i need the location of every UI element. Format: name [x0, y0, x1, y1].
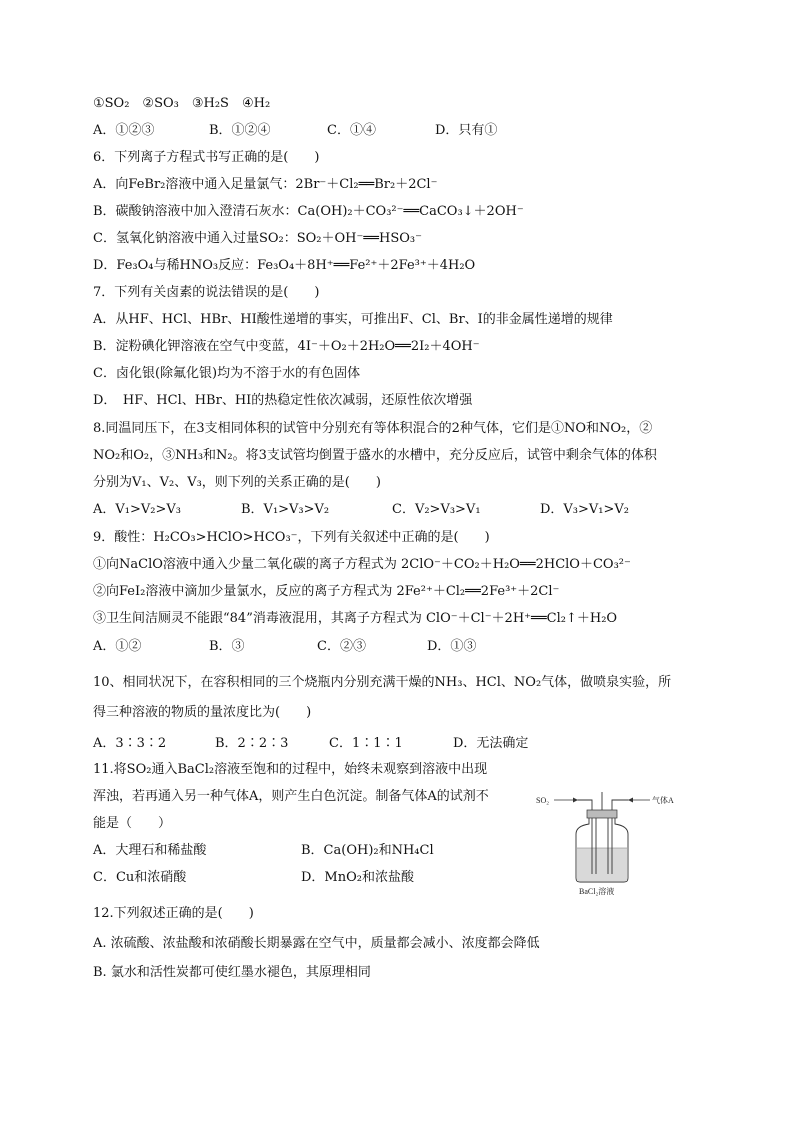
- q12-option-a: A. 浓硫酸、浓盐酸和浓硝酸长期暴露在空气中，质量都会减小、浓度都会降低: [93, 936, 540, 951]
- option-b: B．2∶2∶3: [215, 736, 289, 751]
- options-q11-row-2: [93, 869, 414, 887]
- option-d: D．MnO₂和浓盐酸: [301, 870, 414, 885]
- question-8-line-1: 8.同温同压下，在3支相同体积的试管中分别充有等体积混合的2种气体，它们是①NO和NO₂，②: [93, 421, 653, 436]
- question-10-line-1: 10、相同状况下，在容积相同的三个烧瓶内分别充满干燥的NH₃、HCl、NO₂气体，做喷泉实验，所: [93, 675, 672, 690]
- option-d: D．V₃>V₁>V₂: [540, 502, 630, 517]
- gas-a-label: 气体A: [652, 796, 674, 805]
- options-q10: [93, 735, 528, 753]
- option-a: A．大理石和稀盐酸: [93, 843, 207, 858]
- bacl2-solution-label: BaCl₂溶液: [579, 887, 615, 896]
- option-d: D．①③: [427, 639, 477, 654]
- question-11-line-3: 能是（ ）: [93, 816, 172, 831]
- option-b: B．Ca(OH)₂和NH₄Cl: [301, 843, 434, 858]
- option-a: A．V₁>V₂>V₃: [93, 502, 181, 517]
- q6-option-d: D．Fe₃O₄与稀HNO₃反应：Fe₃O₄＋8H⁺══Fe²⁺＋2Fe³⁺＋4H₂O: [93, 258, 476, 273]
- option-c: C．Cu和浓硝酸: [93, 870, 187, 885]
- option-c: C．①④: [327, 123, 376, 138]
- line-1: ①SO₂ ②SO₃ ③H₂S ④H₂: [93, 96, 271, 111]
- options-q5: [93, 122, 497, 140]
- q6-option-b: B．碳酸钠溶液中加入澄清石灰水：Ca(OH)₂＋CO₃²⁻══CaCO₃↓＋2OH⁻: [93, 204, 524, 219]
- option-a: A．①②③: [93, 123, 155, 138]
- q7-option-c: C．卤化银(除氟化银)均为不溶于水的有色固体: [93, 366, 361, 381]
- so2-label: SO₂: [536, 796, 550, 805]
- gas-washing-bottle-figure: [532, 786, 692, 896]
- question-8-line-2: NO₂和O₂，③NH₃和N₂。将3支试管均倒置于盛水的水槽中，充分反应后，试管中剩余气体的体积: [93, 448, 657, 463]
- options-q11-row-1: [93, 842, 434, 860]
- q7-option-d: D． HF、HCl、HBr、HI的热稳定性依次减弱，还原性依次增强: [93, 393, 473, 408]
- q9-statement-2: ②向FeI₂溶液中滴加少量氯水，反应的离子方程式为 2Fe²⁺＋Cl₂══2Fe³⁺＋2Cl⁻: [93, 584, 560, 599]
- q7-option-a: A．从HF、HCl、HBr、HI酸性递增的事实，可推出F、Cl、Br、I的非金属性递增的规律: [93, 312, 613, 327]
- question-9: 9．酸性：H₂CO₃>HClO>HCO₃⁻，下列有关叙述中正确的是( ): [93, 530, 490, 545]
- option-c: C．1∶1∶1: [329, 736, 403, 751]
- options-q8: [93, 501, 629, 519]
- option-a: A．①②: [93, 639, 142, 654]
- question-12: 12.下列叙述正确的是( ): [93, 906, 254, 921]
- option-b: B．①②④: [209, 123, 271, 138]
- question-11-line-1: 11.将SO₂通入BaCl₂溶液至饱和的过程中，始终未观察到溶液中出现: [93, 762, 488, 777]
- option-b: B．③: [209, 639, 245, 654]
- question-7: 7．下列有关卤素的说法错误的是( ): [93, 285, 320, 300]
- question-6: 6．下列离子方程式书写正确的是( ): [93, 150, 320, 165]
- q6-option-c: C．氢氧化钠溶液中通入过量SO₂：SO₂＋OH⁻══HSO₃⁻: [93, 231, 422, 246]
- option-d: D．无法确定: [453, 736, 529, 751]
- option-a: A．3∶3∶2: [93, 736, 167, 751]
- q9-statement-3: ③卫生间洁厕灵不能跟“84”消毒液混用，其离子方程式为 ClO⁻＋Cl⁻＋2H⁺══Cl₂↑＋H₂O: [93, 611, 618, 626]
- q9-statement-1: ①向NaClO溶液中通入少量二氧化碳的离子方程式为 2ClO⁻＋CO₂＋H₂O══2HClO＋CO₃²⁻: [93, 557, 631, 572]
- option-d: D．只有①: [435, 123, 498, 138]
- q7-option-b: B．淀粉碘化钾溶液在空气中变蓝，4I⁻＋O₂＋2H₂O══2I₂＋4OH⁻: [93, 339, 480, 354]
- question-10-line-2: 得三种溶液的物质的量浓度比为( ): [93, 705, 312, 720]
- question-11-line-2: 浑浊，若再通入另一种气体A，则产生白色沉淀。制备气体A的试剂不: [93, 789, 489, 804]
- option-c: C．②③: [317, 639, 366, 654]
- question-8-line-3: 分别为V₁、V₂、V₃，则下列的关系正确的是( ): [93, 475, 381, 490]
- q12-option-b: B. 氯水和活性炭都可使红墨水褪色，其原理相同: [93, 965, 371, 980]
- option-c: C．V₂>V₃>V₁: [392, 502, 481, 517]
- option-b: B．V₁>V₃>V₂: [241, 502, 330, 517]
- options-q9: [93, 638, 476, 656]
- q6-option-a: A．向FeBr₂溶液中通入足量氯气：2Br⁻＋Cl₂══Br₂＋2Cl⁻: [93, 177, 438, 192]
